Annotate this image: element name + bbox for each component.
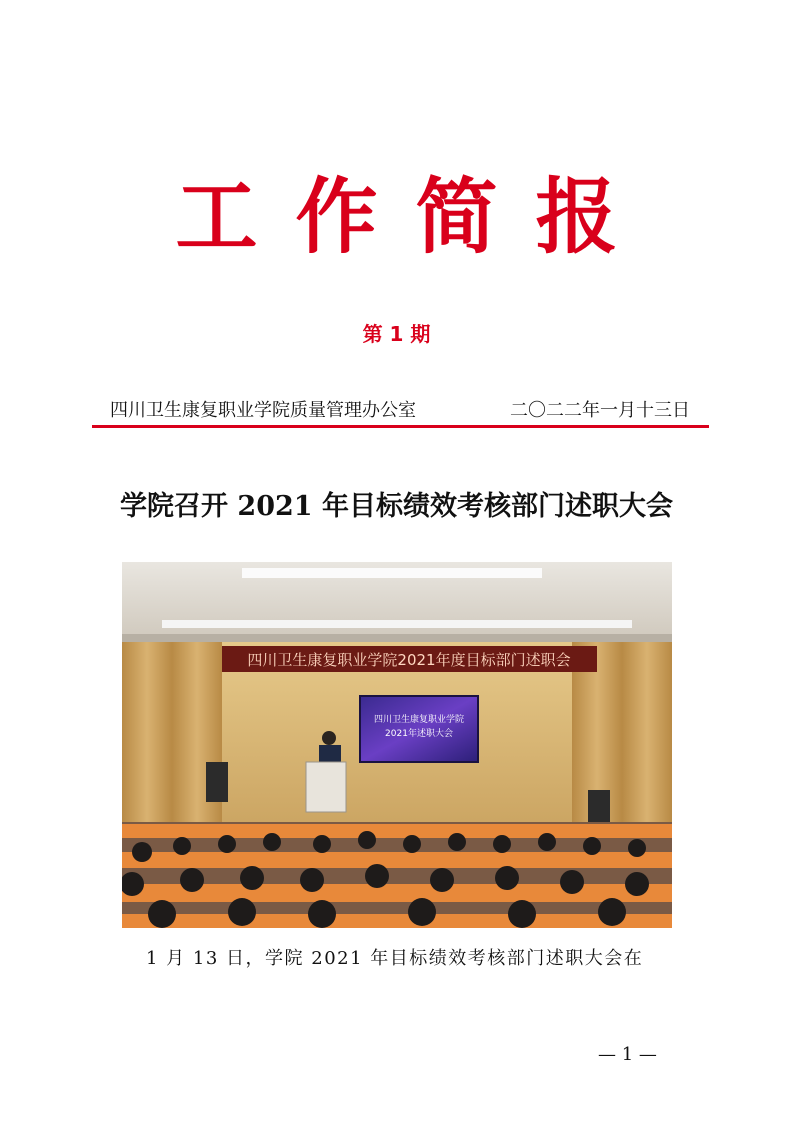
meeting-photo (122, 562, 672, 928)
screen-line-1: 四川卫生康复职业学院 (373, 715, 465, 725)
screen-line-2: 2021年述职大会 (385, 729, 453, 739)
org-line (110, 396, 690, 422)
article-body: 1 月 13 日，学院 2021 年目标绩效考核部门述职大会在 (146, 948, 644, 969)
issue-number: 第 1 期 (362, 322, 431, 346)
issuing-organization: 四川卫生康复职业学院质量管理办公室 (110, 400, 416, 421)
red-divider (92, 425, 709, 428)
issue-date: 二〇二二年一月十三日 (510, 400, 690, 421)
masthead-title: 工作简报 (175, 170, 656, 265)
page-number: — 1 — (598, 1044, 657, 1065)
stage-banner-text: 四川卫生康复职业学院2021年度目标部门述职会 (247, 651, 571, 669)
article-headline: 学院召开 2021 年目标绩效考核部门述职大会 (120, 491, 673, 522)
